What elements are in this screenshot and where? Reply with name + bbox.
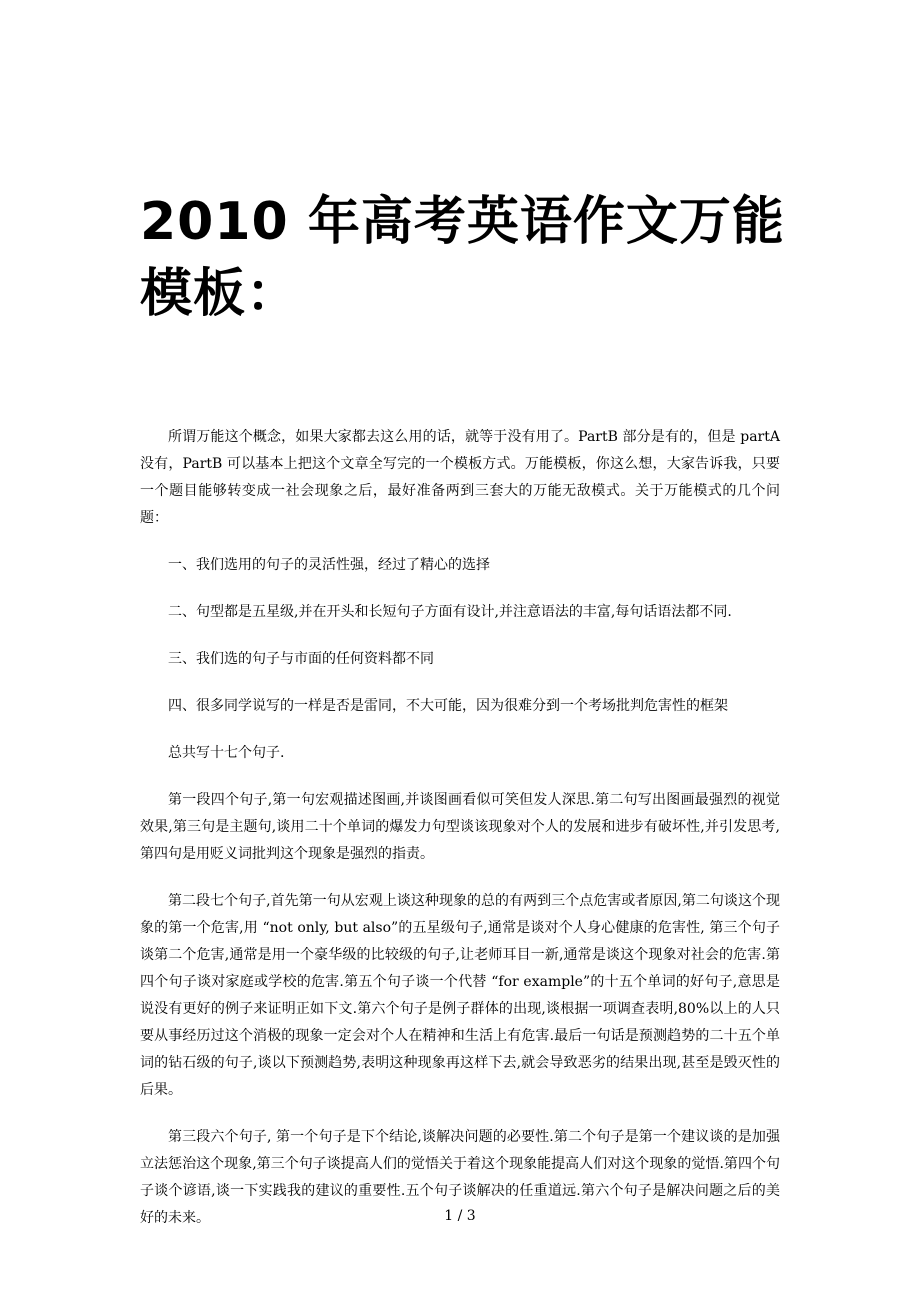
document-title: 2010 年高考英语作文万能模板： <box>140 192 785 324</box>
paragraph-point-2: 二、句型都是五星级,并在开头和长短句子方面有设计,并注意语法的丰富,每句话语法都不同. <box>168 604 732 620</box>
paragraph-point-3: 三、我们选的句子与市面的任何资料都不同 <box>168 651 434 667</box>
document-body <box>140 424 780 1232</box>
paragraph-point-4: 四、很多同学说写的一样是否是雷同，不大可能，因为很难分到一个考场批判危害性的框架 <box>168 698 728 714</box>
paragraph-section-3: 第三段六个句子, 第一个句子是下个结论,谈解决问题的必要性.第二个句子是第一个建议谈的是加强立法惩治这个现象,第三个句子谈提高人们的觉悟关于着这个现象能提高人们对这个现象的觉悟.第四个句子谈个谚语,谈一下实践我的建议的重要性.五个句子谈解决的任重道远.第六个句子是解决问题之后的美好的未来。 <box>140 1129 780 1226</box>
paragraph-total: 总共写十七个句子. <box>168 745 285 761</box>
paragraph-section-2: 第二段七个句子,首先第一句从宏观上谈这种现象的总的有两到三个点危害或者原因,第二句谈这个现象的第一个危害,用 “not only, but also”的五星级句子,通常是谈对个人身心健康的危害性, 第三个句子谈第二个危害,通常是用一个豪华级的比较级的句子,让老师耳目一新,通常是谈这个现象对社会的危害.第四个句子谈对家庭或学校的危害.第五个句子谈一个代替 “for example”的十五个单词的好句子,意思是说没有更好的例子来证明正如下文.第六个句子是例子群体的出现,谈根据一项调查表明,80%以上的人只要从事经历过这个消极的现象一定会对个人在精神和生活上有危害.最后一句话是预测趋势的二十五个单词的钻石级的句子,谈以下预测趋势,表明这种现象再这样下去,就会导致恶劣的结果出现,甚至是毁灭性的后果。 <box>140 893 780 1098</box>
page-number: 1 / 3 <box>444 1208 476 1224</box>
paragraph-point-1: 一、我们选用的句子的灵活性强，经过了精心的选择 <box>168 557 490 573</box>
paragraph-intro: 所谓万能这个概念，如果大家都去这么用的话，就等于没有用了。PartB 部分是有的，但是 partA 没有，PartB 可以基本上把这个文章全写完的一个模板方式。万能模板，你这么想，大家告诉我，只要一个题目能够转变成一社会现象之后，最好准备两到三套大的万能无敌模式。关于万能模式的几个问题： <box>140 429 780 526</box>
paragraph-section-1: 第一段四个句子,第一句宏观描述图画,并谈图画看似可笑但发人深思.第二句写出图画最强烈的视觉效果,第三句是主题句,谈用二十个单词的爆发力句型谈该现象对个人的发展和进步有破坏性,并引发思考,第四句是用贬义词批判这个现象是强烈的指责。 <box>140 792 780 862</box>
